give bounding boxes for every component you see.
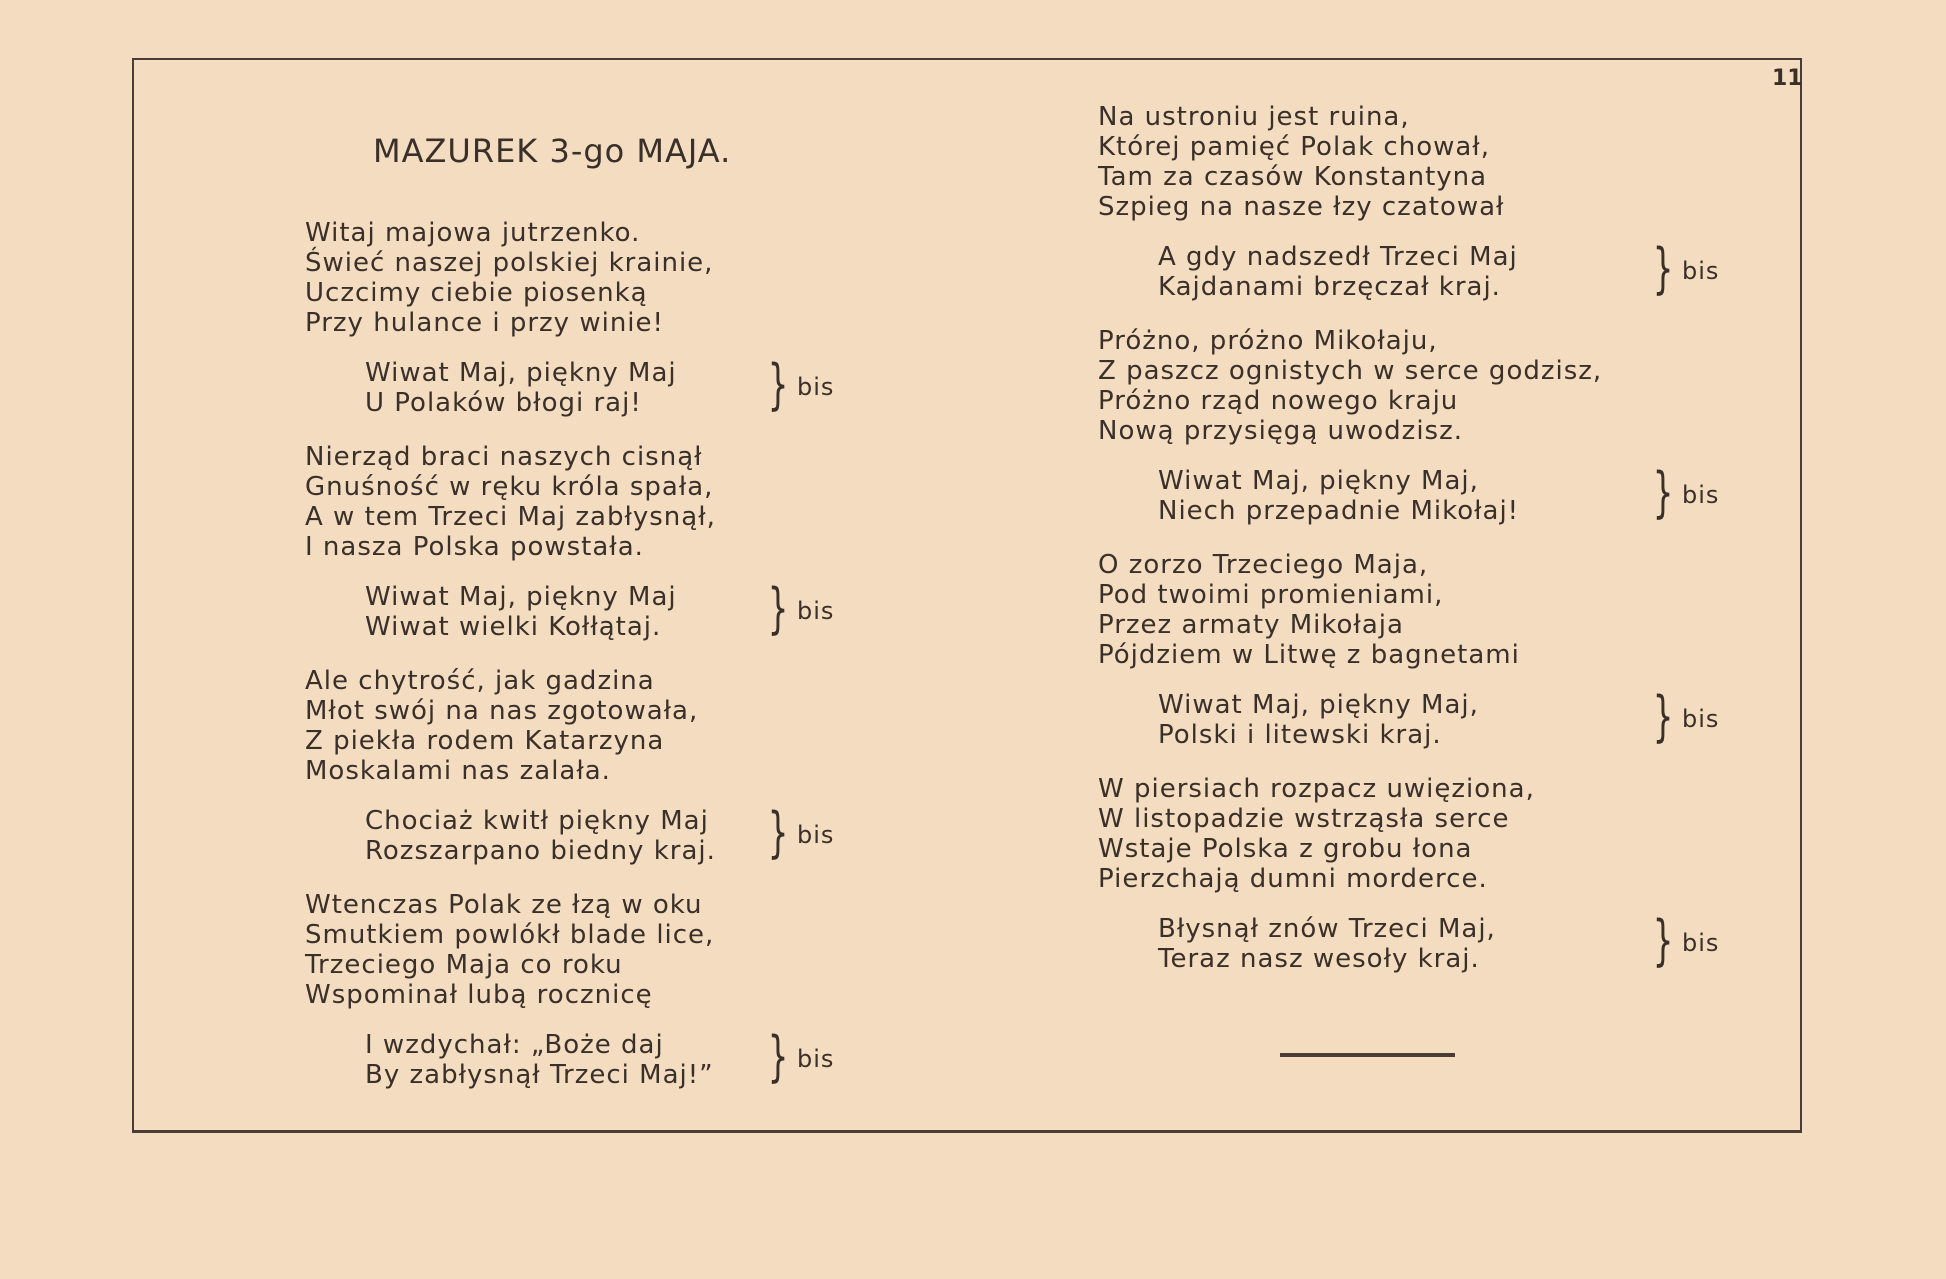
refrain-line: Wiwat wielki Kołłątaj. bbox=[365, 612, 662, 642]
refrain-line: Błysnął znów Trzeci Maj, bbox=[1158, 914, 1496, 944]
verse-line: Szpieg na nasze łzy czatował bbox=[1098, 192, 1505, 222]
page-number: 11 bbox=[1772, 66, 1803, 91]
bis-mark: bis bbox=[797, 597, 835, 625]
stanza bbox=[1098, 326, 1738, 446]
verse-line: Próżno rząd nowego kraju bbox=[1098, 386, 1459, 416]
refrain-line: A gdy nadszedł Trzeci Maj bbox=[1158, 242, 1518, 272]
verse-line: W piersiach rozpacz uwięziona, bbox=[1098, 774, 1535, 804]
brace-icon: } bbox=[767, 1025, 790, 1088]
refrain-line: Wiwat Maj, piękny Maj, bbox=[1158, 466, 1479, 496]
verse-line: Przy hulance i przy winie! bbox=[305, 308, 664, 338]
verse-line: Tam za czasów Konstantyna bbox=[1098, 162, 1488, 192]
brace-icon: } bbox=[1652, 461, 1675, 524]
verse-line: Pierzchają dumni morderce. bbox=[1098, 864, 1488, 894]
verse-line: Przez armaty Mikołaja bbox=[1098, 610, 1404, 640]
stanza bbox=[1098, 774, 1738, 894]
verse-line: Z piekła rodem Katarzyna bbox=[305, 726, 665, 756]
verse-line: Próżno, próżno Mikołaju, bbox=[1098, 326, 1438, 356]
refrain-line: Wiwat Maj, piękny Maj, bbox=[1158, 690, 1479, 720]
refrain-line: Rozszarpano biedny kraj. bbox=[365, 836, 716, 866]
refrain bbox=[365, 801, 865, 866]
refrain-line: I wzdychał: „Boże daj bbox=[365, 1030, 664, 1060]
verse-line: Świeć naszej polskiej krainie, bbox=[305, 248, 714, 278]
bis-mark: bis bbox=[797, 373, 835, 401]
verse-line: Młot swój na nas zgotowała, bbox=[305, 696, 699, 726]
closing-rule bbox=[1280, 1053, 1455, 1057]
right-column bbox=[1098, 102, 1738, 998]
refrain bbox=[365, 353, 865, 418]
refrain bbox=[365, 1025, 865, 1090]
verse-line: Smutkiem powlókł blade lice, bbox=[305, 920, 715, 950]
verse-line: Ale chytrość, jak gadzina bbox=[305, 666, 655, 696]
refrain-line: Wiwat Maj, piękny Maj bbox=[365, 358, 677, 388]
refrain bbox=[365, 577, 865, 642]
bis-mark: bis bbox=[797, 821, 835, 849]
refrain-line: By zabłysnął Trzeci Maj!” bbox=[365, 1060, 714, 1090]
brace-icon: } bbox=[767, 801, 790, 864]
bis-mark: bis bbox=[1682, 929, 1720, 957]
bis-mark: bis bbox=[1682, 705, 1720, 733]
verse-line: I nasza Polska powstała. bbox=[305, 532, 644, 562]
stanza bbox=[1098, 550, 1738, 670]
stanza bbox=[305, 218, 865, 338]
verse-line: Trzeciego Maja co roku bbox=[305, 950, 623, 980]
left-column bbox=[305, 218, 865, 1114]
refrain-line: Polski i litewski kraj. bbox=[1158, 720, 1442, 750]
verse-line: Z paszcz ognistych w serce godzisz, bbox=[1098, 356, 1603, 386]
bis-mark: bis bbox=[797, 1045, 835, 1073]
verse-line: Nierząd braci naszych cisnął bbox=[305, 442, 703, 472]
verse-line: Pod twoimi promieniami, bbox=[1098, 580, 1444, 610]
refrain bbox=[1158, 909, 1738, 974]
brace-icon: } bbox=[1652, 909, 1675, 972]
bis-mark: bis bbox=[1682, 481, 1720, 509]
refrain-line: Niech przepadnie Mikołaj! bbox=[1158, 496, 1520, 526]
verse-line: Wtenczas Polak ze łzą w oku bbox=[305, 890, 703, 920]
brace-icon: } bbox=[767, 577, 790, 640]
bis-mark: bis bbox=[1682, 257, 1720, 285]
verse-line: A w tem Trzeci Maj zabłysnął, bbox=[305, 502, 716, 532]
brace-icon: } bbox=[1652, 685, 1675, 748]
brace-icon: } bbox=[767, 353, 790, 416]
verse-line: Pójdziem w Litwę z bagnetami bbox=[1098, 640, 1520, 670]
verse-line: Na ustroniu jest ruina, bbox=[1098, 102, 1410, 132]
verse-line: Uczcimy ciebie piosenką bbox=[305, 278, 648, 308]
verse-line: Gnuśność w ręku króla spała, bbox=[305, 472, 714, 502]
verse-line: Nową przysięgą uwodzisz. bbox=[1098, 416, 1463, 446]
verse-line: Wspominał lubą rocznicę bbox=[305, 980, 653, 1010]
verse-line: Moskalami nas zalała. bbox=[305, 756, 611, 786]
refrain-line: U Polaków błogi raj! bbox=[365, 388, 642, 418]
refrain-line: Teraz nasz wesoły kraj. bbox=[1158, 944, 1480, 974]
refrain-line: Wiwat Maj, piękny Maj bbox=[365, 582, 677, 612]
verse-line: O zorzo Trzeciego Maja, bbox=[1098, 550, 1429, 580]
stanza bbox=[305, 890, 865, 1010]
refrain bbox=[1158, 237, 1738, 302]
stanza bbox=[305, 666, 865, 786]
verse-line: Której pamięć Polak chował, bbox=[1098, 132, 1490, 162]
refrain-line: Chociaż kwitł piękny Maj bbox=[365, 806, 709, 836]
refrain bbox=[1158, 461, 1738, 526]
verse-line: W listopadzie wstrząsła serce bbox=[1098, 804, 1510, 834]
stanza bbox=[1098, 102, 1738, 222]
song-title: MAZUREK 3-go MAJA. bbox=[373, 132, 732, 170]
brace-icon: } bbox=[1652, 237, 1675, 300]
stanza bbox=[305, 442, 865, 562]
refrain bbox=[1158, 685, 1738, 750]
verse-line: Wstaje Polska z grobu łona bbox=[1098, 834, 1473, 864]
refrain-line: Kajdanami brzęczał kraj. bbox=[1158, 272, 1501, 302]
verse-line: Witaj majowa jutrzenko. bbox=[305, 218, 641, 248]
